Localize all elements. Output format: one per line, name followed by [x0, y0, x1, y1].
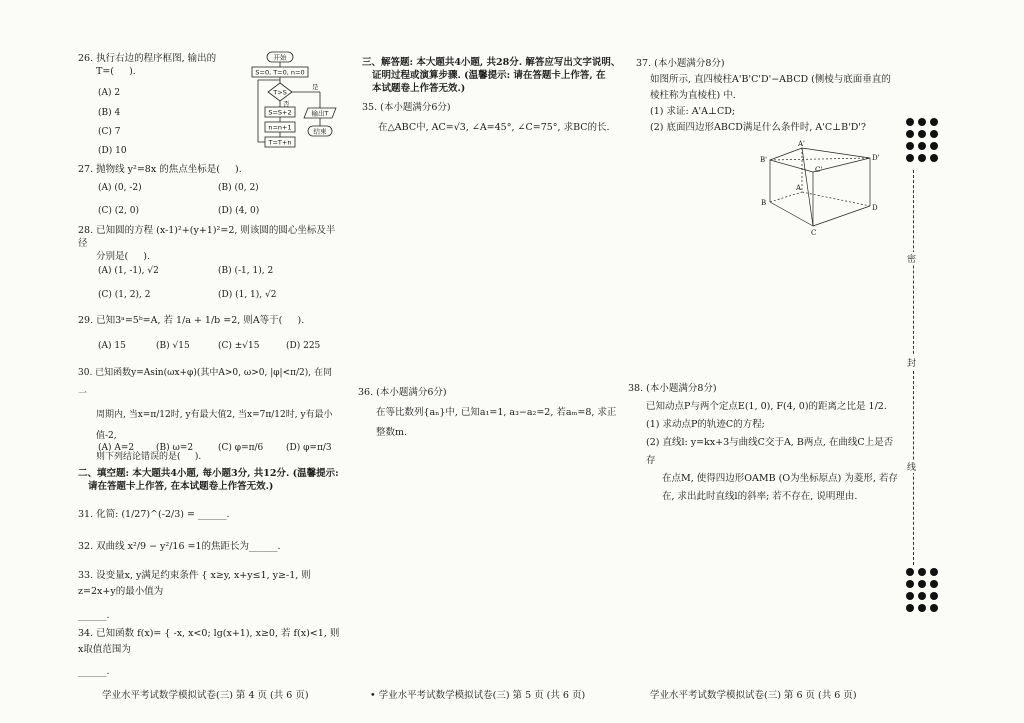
q32-text: 32. 双曲线 x²/9 − y²/16 =1的焦距长为______.: [78, 541, 281, 552]
q37-part-2: (2) 底面四边形ABCD满足什么条件时, A'C⊥B'D'?: [650, 122, 867, 133]
label-b: B: [761, 199, 767, 207]
q37-prism-figure: [758, 140, 888, 240]
q28-stem: 28. 已知圆的方程 (x-1)²+(y+1)²=2, 则该圆的圆心坐标及半径: [78, 225, 336, 249]
page-6-footer: 学业水平考试数学模拟试卷(三) 第 6 页 (共 6 页): [650, 690, 857, 701]
flow-yes-label: 是: [312, 83, 319, 91]
q28-stem-2: 分别是( ).: [96, 251, 151, 262]
q37-line-2: 棱柱称为直棱柱) 中.: [650, 90, 736, 101]
q28-option-b: (B) (-1, 1), 2: [218, 266, 274, 276]
q26-stem: 26. 执行右边的程序框图, 输出的: [78, 53, 217, 64]
q27-option-d: (D) (4, 0): [218, 206, 260, 216]
q38-part-1: (1) 求动点P的轨迹C的方程;: [646, 419, 765, 430]
q36-stem: 在等比数列{aₙ}中, 已知a₁=1, a₃−a₂=2, 若aₘ=8, 求正整数m.: [376, 407, 617, 438]
q33-text: 33. 设变量x, y满足约束条件 { x≥y, x+y≤1, y≥-1, 则z=2x+y的最小值为: [78, 570, 311, 597]
q35-head: 35. (本小题满分6分): [362, 102, 451, 113]
q30-stem: 30. 已知函数y=Asin(ωx+φ)(其中A>0, ω>0, |φ|<π/2), 在同一: [78, 368, 333, 399]
flow-step-1-label: S=S+2: [268, 108, 292, 117]
q36-head: 36. (本小题满分6分): [358, 387, 447, 398]
page-6-column: [628, 0, 904, 723]
q29-option-b: (B) √15: [156, 341, 190, 351]
question-34: [78, 626, 340, 680]
q31-text: 31. 化简: (1/27)^(-2/3) = ______.: [78, 509, 230, 520]
section-2-header: [78, 467, 346, 493]
section-3-line-3: 本试题卷上作答无效.): [372, 83, 466, 94]
section-3-line-2: 证明过程或演算步骤. (温馨提示: 请在答题卡上作答, 在: [372, 70, 606, 81]
q38-part-2c: 在, 求出此时直线l的斜率; 若不存在, 说明理由.: [662, 491, 858, 502]
label-a: A: [796, 184, 802, 192]
page-5-column: [358, 0, 627, 723]
label-a-prime: A': [798, 140, 805, 148]
flow-output-label: 输出T: [311, 109, 329, 118]
q34-text: 34. 已知函数 f(x)= { -x, x<0; lg(x+1), x≥0, 若 f(x)<1, 则x取值范围为: [78, 628, 340, 655]
q37-part-1: (1) 求证: A'A⊥CD;: [650, 106, 736, 117]
q27-option-c: (C) (2, 0): [98, 206, 139, 216]
flow-no-label: 否: [283, 100, 290, 108]
flow-end-label: 结束: [313, 127, 327, 136]
binding-mark-feng: 封: [907, 356, 916, 369]
label-d-prime: D': [872, 154, 880, 162]
q29-option-c: (C) ±√15: [218, 341, 260, 351]
question-29: [78, 314, 340, 327]
binding-dots-top: [906, 118, 938, 162]
q38-part-2b: 在点M, 使得四边形OAMB (O为坐标原点) 为菱形, 若存: [662, 473, 898, 484]
flow-step-2-label: n=n+1: [268, 123, 292, 132]
question-35: [362, 98, 624, 138]
q30-stem-3: 则下列结论错误的是( ).: [96, 452, 202, 462]
q34-blank: ______.: [78, 666, 110, 677]
q33-blank: ______.: [78, 610, 110, 621]
q27-option-a: (A) (0, -2): [98, 183, 142, 193]
flow-cond-label: T>S: [273, 88, 287, 97]
question-26: [78, 52, 248, 78]
label-c: C: [811, 229, 817, 237]
flow-init-label: S=0, T=0, n=0: [255, 68, 305, 77]
question-36: [358, 383, 624, 443]
section-2-line-2: 请在答题卡上作答, 在本试题卷上作答无效.): [88, 481, 274, 492]
flow-step-3-label: T=T+n: [268, 138, 292, 147]
q38-part-2: (2) 直线l: y=kx+3与曲线C交于A, B两点, 在曲线C上是否存: [646, 437, 894, 466]
q28-option-d: (D) (1, 1), √2: [218, 290, 277, 300]
q37-line-1: 如图所示, 直四棱柱A'B'C'D'−ABCD (侧棱与底面垂直的: [650, 74, 891, 85]
binding-dots-bottom: [906, 568, 938, 612]
label-c-prime: C': [815, 166, 823, 174]
q35-stem: 在△ABC中, AC=√3, ∠A=45°, ∠C=75°, 求BC的长.: [378, 122, 610, 133]
q26-option-d: (D) 10: [98, 146, 127, 156]
q28-option-a: (A) (1, -1), √2: [98, 266, 159, 276]
binding-mark-mi: 密: [907, 252, 916, 265]
q26-option-b: (B) 4: [98, 108, 121, 118]
section-3-line-1: 三、解答题: 本大题共4小题, 共28分. 解答应写出文字说明、: [362, 57, 621, 68]
q30-stem-2: 周期内, 当x=π/12时, y有最大值2, 当x=7π/12时, y有最小值-2,: [96, 410, 333, 441]
label-b-prime: B': [760, 156, 768, 164]
q29-option-a: (A) 15: [98, 341, 126, 351]
page-5-footer: • 学业水平考试数学模拟试卷(三) 第 5 页 (共 6 页): [370, 690, 586, 701]
q38-line-1: 已知动点P与两个定点E(1, 0), F(4, 0)的距离之比是 1/2.: [646, 401, 887, 412]
flow-start-label: 开始: [273, 53, 287, 62]
q27-option-b: (B) (0, 2): [218, 183, 259, 193]
question-37: [636, 56, 898, 136]
question-28: [78, 224, 340, 263]
q26-option-a: (A) 2: [98, 88, 121, 98]
q27-stem: 27. 抛物线 y²=8x 的焦点坐标是( ).: [78, 164, 242, 175]
q29-option-d: (D) 225: [286, 341, 321, 351]
question-32: [78, 540, 340, 553]
question-31: [78, 508, 340, 521]
q30-option-b: (B) ω=2: [156, 443, 194, 453]
q26-flowchart: [250, 50, 340, 170]
q30-option-d: (D) φ=π/3: [286, 443, 332, 453]
label-d: D: [872, 204, 878, 212]
q30-option-a: (A) A=2: [98, 443, 135, 453]
question-33: [78, 568, 340, 624]
binding-mark-xian: 线: [907, 460, 916, 473]
q38-head: 38. (本小题满分8分): [628, 383, 717, 394]
section-2-line-1: 二、填空题: 本大题共4小题, 每小题3分, 共12分. (温馨提示:: [78, 468, 339, 479]
q29-stem: 29. 已知3ᵃ=5ᵇ=A, 若 1/a + 1/b =2, 则A等于( ).: [78, 315, 305, 326]
binding-strip: [904, 118, 944, 618]
q37-head: 37. (本小题满分8分): [636, 58, 725, 69]
q26-option-c: (C) 7: [98, 127, 121, 137]
q28-option-c: (C) (1, 2), 2: [98, 290, 151, 300]
section-3-header: [362, 56, 630, 95]
q26-stem-2: T=( ).: [96, 66, 136, 77]
page-4-footer: 学业水平考试数学模拟试卷(三) 第 4 页 (共 6 页): [102, 690, 309, 701]
question-38: [628, 380, 898, 506]
q30-option-c: (C) φ=π/6: [218, 443, 264, 453]
